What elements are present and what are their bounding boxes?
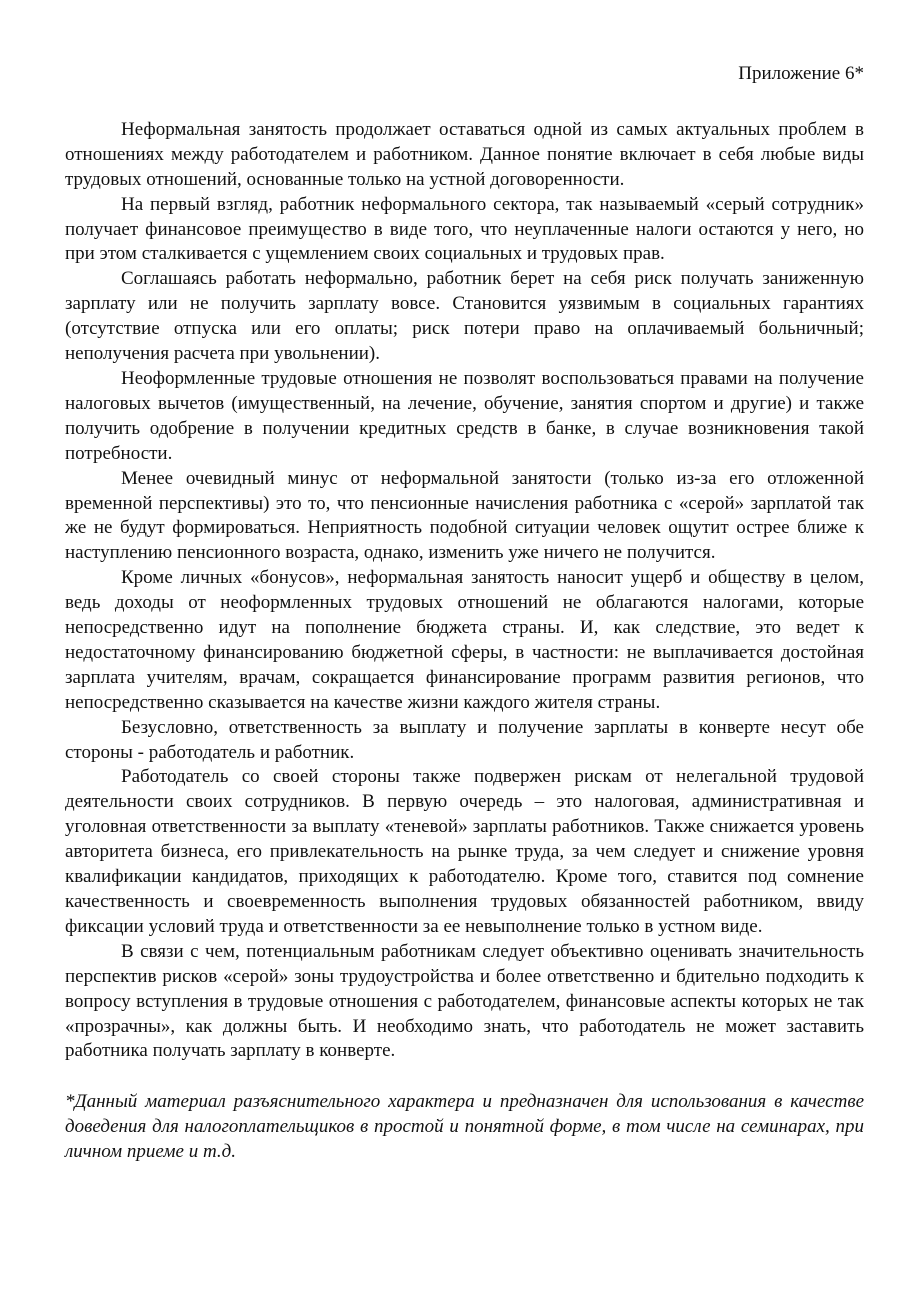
paragraph-2: На первый взгляд, работник неформального сектора, так называемый «серый сотрудник» получает финансовое преимущество в виде того, что неуплаченные налоги остаются у него, но при этом сталкивается с ущемлением своих социальных и трудовых прав. — [65, 193, 864, 265]
paragraph-3: Соглашаясь работать неформально, работник берет на себя риск получать заниженную зарплату или не получить зарплату вовсе. Становится уязвимым в социальных гарантиях (отсутствие отпуска или его оплаты; риск потери право на оплачиваемый больничный; неполучения расчета при увольнении). — [65, 268, 864, 365]
paragraph-1: Неформальная занятость продолжает оставаться одной из самых актуальных проблем в отношениях между работодателем и работником. Данное понятие включает в себя любые виды трудовых отношений, основанные только на устной договоренности. — [65, 118, 864, 190]
paragraph-5: Менее очевидный минус от неформальной занятости (только из-за его отложенной временной перспективы) это то, что пенсионные начисления работника с «серой» зарплатой так же не будут формироваться. Неприятность подобной ситуации человек ощутит острее ближе к наступлению пенсионного возраста, однако, изменить уже ничего не получится. — [65, 467, 864, 564]
paragraph-9: В связи с чем, потенциальным работникам следует объективно оценивать значительность перспектив рисков «серой» зоны трудоустройства и более ответственно и бдительно подходить к вопросу вступления в трудовые отношения с работодателем, финансовые аспекты которых не так «прозрачны», как должны быть. И необходимо знать, что работодатель не может заставить работника получать зарплату в конверте. — [65, 940, 864, 1062]
appendix-label: Приложение 6* — [738, 63, 864, 84]
paragraph-6: Кроме личных «бонусов», неформальная занятость наносит ущерб и обществу в целом, ведь доходы от неоформленных трудовых отношений не облагаются налогами, которые непосредственно идут на пополнение бюджета страны. И, как следствие, это ведет к недостаточному финансированию бюджетной сферы, в частности: не выплачивается достойная зарплата учителям, врачам, сокращается финансирование программ развития регионов, что непосредственно сказывается на качестве жизни каждого жителя страны. — [65, 567, 864, 713]
paragraph-7: Безусловно, ответственность за выплату и получение зарплаты в конверте несут обе стороны - работодатель и работник. — [65, 716, 864, 763]
document-body — [65, 118, 864, 1064]
paragraph-8: Работодатель со своей стороны также подвержен рискам от нелегальной трудовой деятельности своих сотрудников. В первую очередь – это налоговая, административная и уголовная ответственности за выплату «теневой» зарплаты работников. Также снижается уровень авторитета бизнеса, его привлекательность на рынке труда, за чем следует и снижение уровня квалификации кандидатов, приходящих к работодателю. Кроме того, ставится под сомнение качественность и своевременность выполнения трудовых обязанностей работником, ввиду фиксации условий труда и ответственности за ее невыполнение только в устном виде. — [65, 766, 864, 937]
footnote: *Данный материал разъяснительного характера и предназначен для использования в качестве доведения для налогоплательщиков в простой и понятной форме, в том числе на семинарах, при личном приеме и т.д. — [65, 1091, 864, 1163]
paragraph-4: Неоформленные трудовые отношения не позволят воспользоваться правами на получение налоговых вычетов (имущественный, на лечение, обучение, занятия спортом и другие) и также получить одобрение в получении кредитных средств в банке, в случае возникновения такой потребности. — [65, 367, 864, 464]
